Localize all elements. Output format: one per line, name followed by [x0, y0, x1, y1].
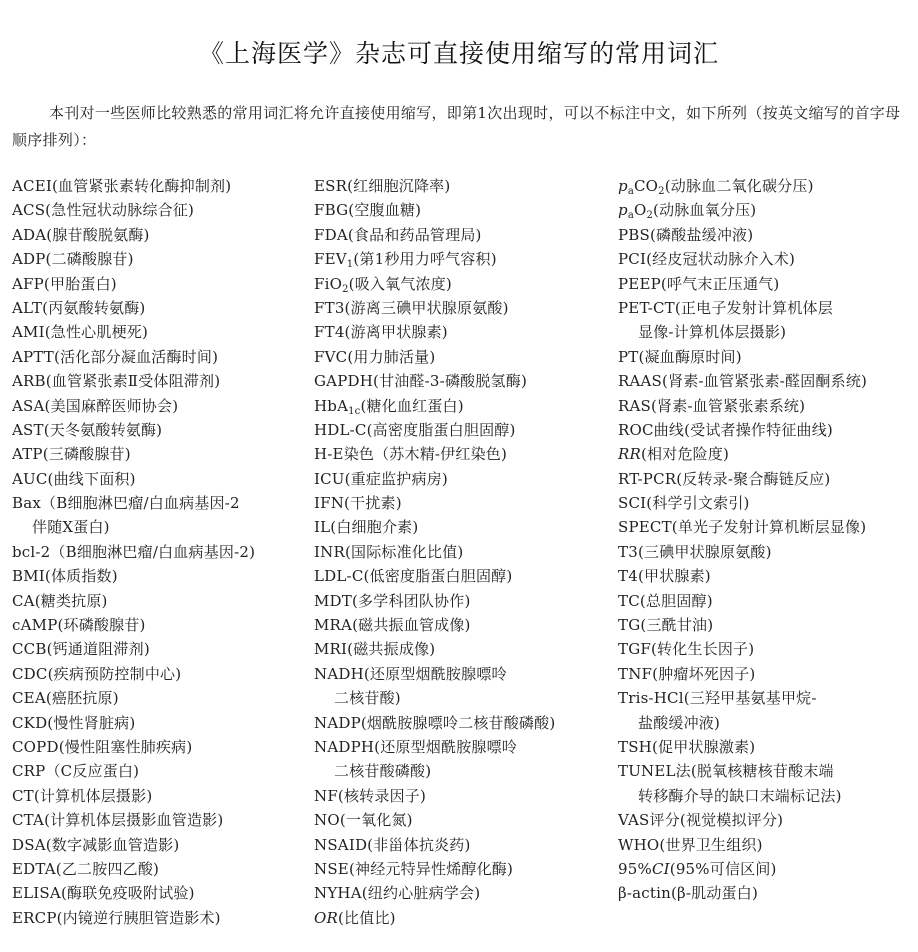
list-item: TNF(肿瘤坏死因子): [618, 664, 756, 683]
abbr: 95%: [618, 859, 652, 878]
definition: (第1秒用力呼气容积): [353, 250, 497, 269]
abbr: O: [633, 201, 647, 220]
definition: (动脉血氧分压): [653, 201, 757, 220]
list-item: SPECT(单光子发射计算机断层显像): [618, 518, 867, 537]
list-item: CDC(疾病预防控制中心): [12, 664, 182, 683]
list-item: NYHA(纽约心脏病学会): [314, 884, 481, 903]
list-item: FBG(空腹血糖): [314, 201, 422, 220]
list-item: PEEP(呼气末正压通气): [618, 274, 780, 293]
list-item-fio2: [314, 272, 614, 296]
list-item-continuation: 二核苷酸): [334, 689, 401, 708]
list-item: TUNEL法(脱氧核糖核苷酸末端: [618, 762, 834, 781]
subscript: a: [627, 210, 634, 222]
list-item-paco2: [618, 174, 914, 198]
list-item-continuation: 显像-计算机体层摄影): [638, 323, 787, 342]
list-item: LDL-C(低密度脂蛋白胆固醇): [314, 567, 513, 586]
list-item-hba1c: [314, 394, 614, 418]
list-item: NSAID(非甾体抗炎药): [314, 835, 471, 854]
list-item: ALT(丙氨酸转氨酶): [12, 298, 146, 317]
list-item: AMI(急性心肌梗死): [12, 323, 149, 342]
list-item: AST(天冬氨酸转氨酶): [12, 420, 163, 439]
list-item: T4(甲状腺素): [618, 567, 711, 586]
list-item: CCB(钙通道阻滞剂): [12, 640, 150, 659]
list-item: IFN(干扰素): [314, 494, 402, 513]
list-item: AUC(曲线下面积): [12, 469, 136, 488]
list-item: CRP（C反应蛋白): [12, 762, 140, 781]
abbreviation-column-3: [618, 174, 914, 906]
definition: (比值比): [338, 908, 396, 927]
definition: (相对危险度): [641, 445, 730, 464]
list-item: CT(计算机体层摄影): [12, 786, 153, 805]
list-item-continuation: 盐酸缓冲液): [638, 713, 721, 732]
subscript: 2: [646, 210, 654, 222]
list-item-or: [314, 906, 614, 930]
subscript: 1c: [348, 405, 361, 417]
list-item: SCI(科学引文索引): [618, 494, 750, 513]
list-item: FT3(游离三碘甲状腺原氨酸): [314, 298, 509, 317]
list-item: ELISA(酶联免疫吸附试验): [12, 884, 195, 903]
list-item: RAAS(肾素-血管紧张素-醛固酮系统): [618, 372, 868, 391]
list-item: CTA(计算机体层摄影血管造影): [12, 811, 224, 830]
list-item: DSA(数字减影血管造影): [12, 835, 180, 854]
list-item: bcl-2（B细胞淋巴瘤/白血病基因-2): [12, 542, 256, 561]
list-item: Tris-HCl(三羟甲基氨基甲烷-: [618, 689, 817, 708]
list-item: NADP(烟酰胺腺嘌呤二核苷酸磷酸): [314, 713, 556, 732]
list-item: PT(凝血酶原时间): [618, 347, 742, 366]
list-item-continuation: 转移酶介导的缺口末端标记法): [638, 786, 842, 805]
list-item: PET-CT(正电子发射计算机体层: [618, 298, 833, 317]
list-item-continuation: 伴随X蛋白): [32, 518, 110, 537]
list-item: NSE(神经元特异性烯醇化酶): [314, 859, 514, 878]
list-item: EDTA(乙二胺四乙酸): [12, 859, 160, 878]
list-item: NF(核转录因子): [314, 786, 427, 805]
list-item-fev1: [314, 247, 614, 271]
definition: (糖化血红蛋白): [360, 396, 464, 415]
list-item-continuation: 二核苷酸磷酸): [334, 762, 432, 781]
list-item-pao2: [618, 198, 914, 222]
list-item: ADP(二磷酸腺苷): [12, 250, 134, 269]
list-item: CKD(慢性肾脏病): [12, 713, 136, 732]
abbr-italic: RR: [618, 445, 641, 464]
list-item: GAPDH(甘油醛-3-磷酸脱氢酶): [314, 372, 528, 391]
list-item: cAMP(环磷酸腺苷): [12, 616, 146, 635]
list-item: BMI(体质指数): [12, 567, 118, 586]
list-item: RT-PCR(反转录-聚合酶链反应): [618, 469, 831, 488]
abbreviation-column-1: [12, 174, 308, 930]
abbr-italic: CI: [651, 859, 670, 878]
list-item: PBS(磷酸盐缓冲液): [618, 225, 754, 244]
list-item: ACEI(血管紧张素转化酶抑制剂): [12, 177, 232, 195]
list-item: Bax（B细胞淋巴瘤/白血病基因-2: [12, 494, 240, 513]
subscript: a: [627, 186, 634, 197]
list-item: MRI(磁共振成像): [314, 640, 436, 659]
list-item: NADPH(还原型烟酰胺腺嘌呤: [314, 737, 518, 756]
list-item: ATP(三磷酸腺苷): [12, 445, 131, 464]
list-item: FVC(用力肺活量): [314, 347, 436, 366]
list-item: WHO(世界卫生组织): [618, 835, 763, 854]
definition: (95%可信区间): [669, 859, 777, 878]
list-item: VAS评分(视觉模拟评分): [618, 811, 784, 830]
abbreviation-column-2: [314, 174, 614, 930]
list-item: AFP(甲胎蛋白): [12, 274, 117, 293]
abbr: CO: [633, 177, 659, 195]
abbr: FEV: [314, 250, 347, 269]
list-item: INR(国际标准化比值): [314, 542, 464, 561]
list-item: ROC曲线(受试者操作特征曲线): [618, 420, 833, 439]
list-item-rr: [618, 442, 914, 466]
subscript: 1: [346, 259, 354, 271]
list-item: FDA(食品和药品管理局): [314, 225, 482, 244]
list-item: FT4(游离甲状腺素): [314, 323, 448, 342]
definition: (吸入氧气浓度): [348, 274, 452, 293]
list-item: MRA(磁共振血管成像): [314, 616, 471, 635]
intro-paragraph: 本刊对一些医师比较熟悉的常用词汇将允许直接使用缩写，即第1次出现时，可以不标注中文，如下所列（按英文缩写的首字母顺序排列）：: [12, 104, 901, 149]
list-item: T3(三碘甲状腺原氨酸): [618, 542, 772, 561]
definition: (动脉血二氧化碳分压): [664, 177, 814, 195]
list-item-95ci: [618, 857, 914, 881]
list-item: HDL-C(高密度脂蛋白胆固醇): [314, 420, 516, 439]
list-item: ESR(红细胞沉降率): [314, 177, 451, 195]
list-item: APTT(活化部分凝血活酶时间): [12, 347, 219, 366]
list-item: CEA(癌胚抗原): [12, 689, 119, 708]
page-title: 《上海医学》杂志可直接使用缩写的常用词汇: [198, 39, 719, 68]
list-item: PCI(经皮冠状动脉介入术): [618, 250, 796, 269]
abbr-italic: OR: [314, 908, 338, 927]
abbr-italic: p: [618, 201, 628, 220]
list-item: TGF(转化生长因子): [618, 640, 755, 659]
subscript: 2: [342, 283, 349, 295]
list-item: TC(总胆固醇): [618, 591, 713, 610]
list-item: ARB(血管紧张素Ⅱ受体阻滞剂): [12, 372, 221, 391]
list-item: H-E染色（苏木精-伊红染色): [314, 445, 508, 464]
list-item: NO(一氧化氮): [314, 811, 413, 830]
list-item: ACS(急性冠状动脉综合征): [12, 201, 195, 220]
abbr: FiO: [314, 274, 343, 293]
list-item: RAS(肾素-血管紧张素系统): [618, 396, 806, 415]
list-item: TG(三酰甘油): [618, 616, 714, 635]
subscript: 2: [658, 186, 665, 197]
abbr: HbA: [314, 396, 349, 415]
list-item: COPD(慢性阻塞性肺疾病): [12, 737, 193, 756]
list-item: ADA(腺苷酸脱氨酶): [12, 225, 150, 244]
list-item: CA(糖类抗原): [12, 591, 108, 610]
list-item: ERCP(内镜逆行胰胆管造影术): [12, 908, 221, 927]
list-item: ASA(美国麻醉医师协会): [12, 396, 179, 415]
list-item: TSH(促甲状腺激素): [618, 737, 756, 756]
list-item: NADH(还原型烟酰胺腺嘌呤: [314, 664, 507, 683]
list-item: ICU(重症监护病房): [314, 469, 448, 488]
list-item: IL(白细胞介素): [314, 518, 419, 537]
abbr-italic: p: [618, 177, 628, 195]
list-item: β-actin(β-肌动蛋白): [618, 884, 759, 903]
list-item: MDT(多学科团队协作): [314, 591, 471, 610]
